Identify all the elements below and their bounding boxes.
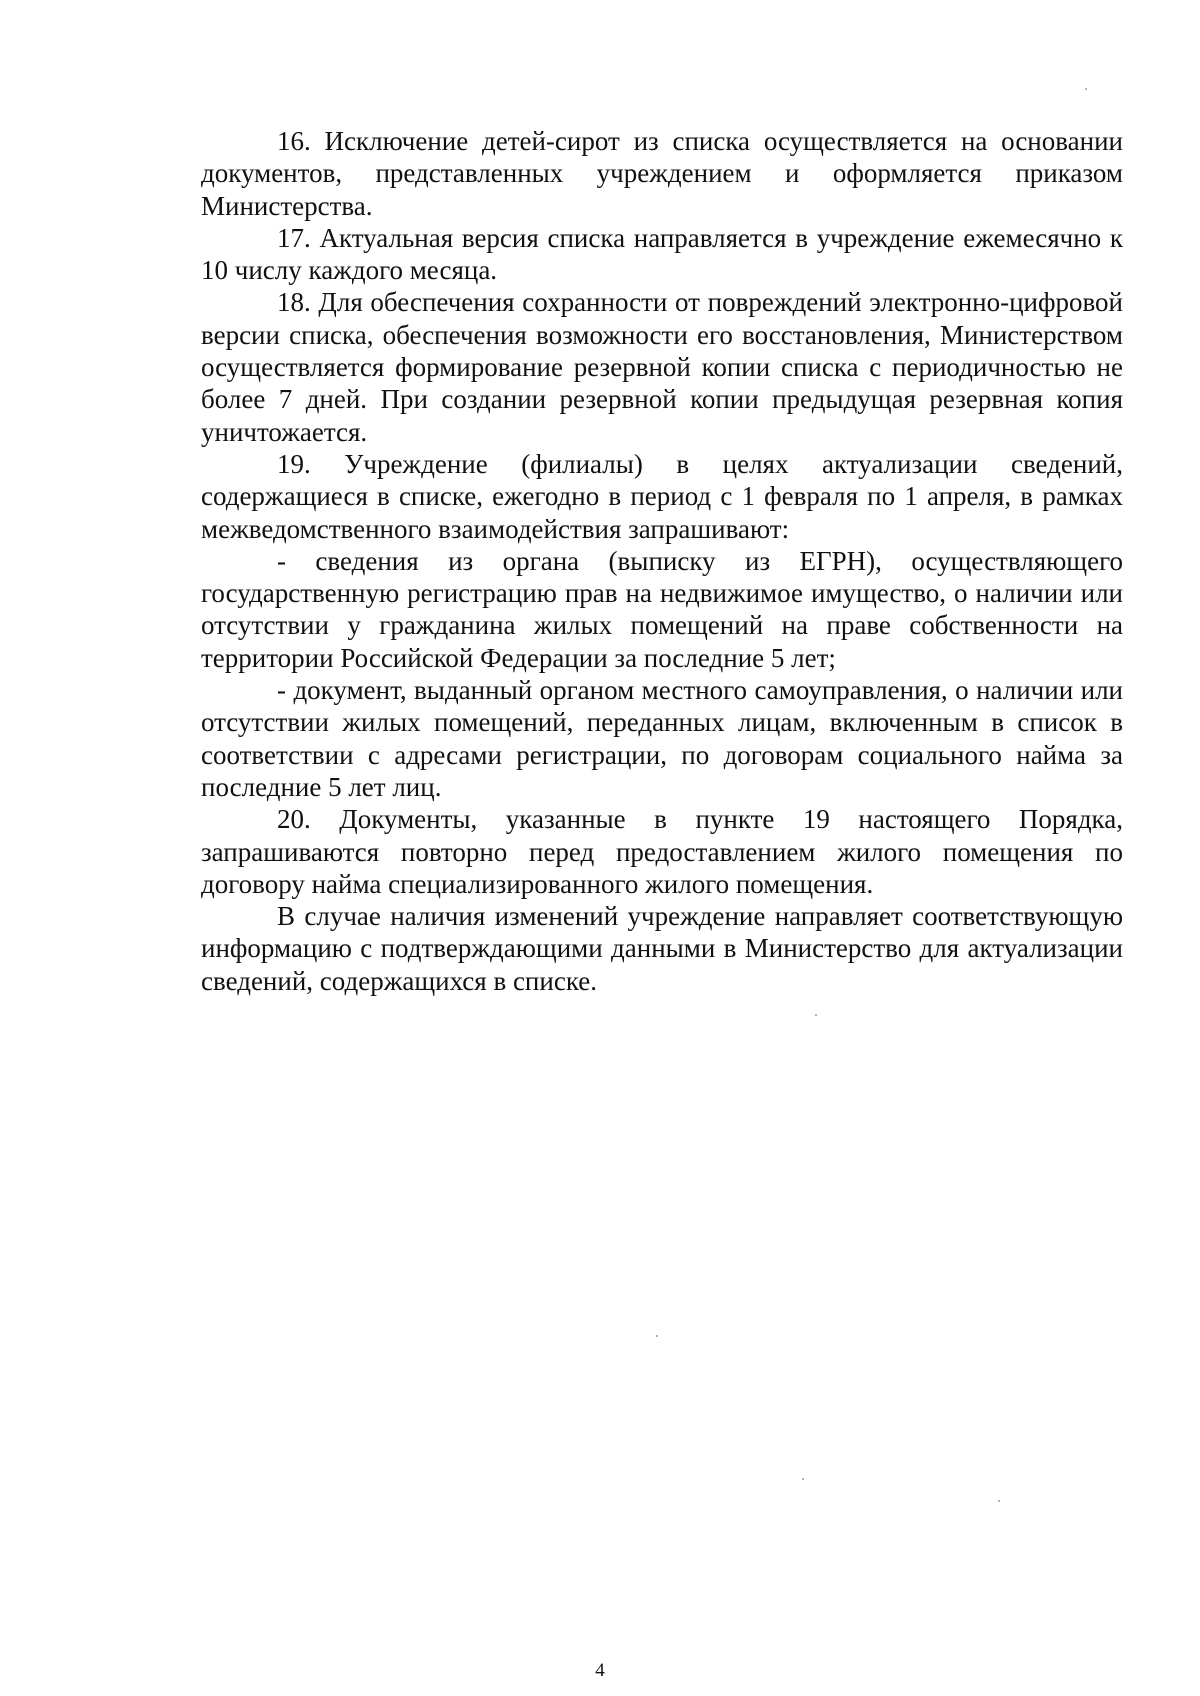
scan-speck bbox=[815, 1014, 817, 1016]
paragraph-19-item-egrn: - сведения из органа (выписку из ЕГРН), осуществляющего государственную регистрацию прав на недвижимое имущество, о наличии или отсутствии у гражданина жилых помещений на праве собственности на территории Российской Федерации за последние 5 лет; bbox=[201, 545, 1123, 673]
paragraph-19-item-local-government: - документ, выданный органом местного самоуправления, о наличии или отсутствии жилых помещений, переданных лицам, включенным в список в соответствии с адресами регистрации, по договорам социального найма за последние 5 лет лиц. bbox=[201, 675, 1123, 802]
paragraph-19: 19. Учреждение (филиалы) в целях актуализации сведений, содержащиеся в списке, ежегодно в период с 1 февраля по 1 апреля, в рамках межведомственного взаимодействия запрашивают: bbox=[201, 448, 1123, 544]
paragraph-16: 16. Исключение детей-сирот из списка осуществляется на основании документов, представленных учреждением и оформляется приказом Министерства. bbox=[201, 126, 1123, 221]
paragraph-18: 18. Для обеспечения сохранности от повреждений электронно-цифровой версии списка, обеспечения возможности его восстановления, Министерством осуществляется формирование резервной копии списка с периодичностью не более 7 дней. При создании резервной копии предыдущая резервная копия уничтожается. bbox=[201, 287, 1123, 447]
document-body bbox=[201, 125, 1123, 997]
scan-speck bbox=[802, 1478, 804, 1480]
scan-speck bbox=[998, 1500, 1000, 1502]
scan-speck bbox=[656, 1335, 658, 1337]
paragraph-17: 17. Актуальная версия списка направляется в учреждение ежемесячно к 10 числу каждого месяца. bbox=[201, 222, 1123, 286]
paragraph-20: 20. Документы, указанные в пункте 19 настоящего Порядка, запрашиваются повторно перед предоставлением жилого помещения по договору найма специализированного жилого помещения. bbox=[201, 804, 1123, 899]
page-number: 4 bbox=[595, 1660, 605, 1681]
scan-speck bbox=[1085, 88, 1087, 90]
paragraph-20-changes: В случае наличия изменений учреждение направляет соответствующую информацию с подтверждающими данными в Министерство для актуализации сведений, содержащихся в списке. bbox=[201, 901, 1123, 996]
